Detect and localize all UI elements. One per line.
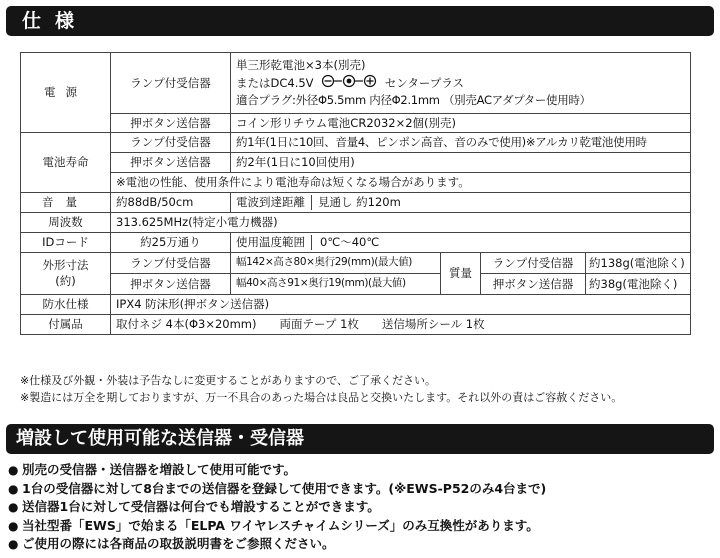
temp-value: 0℃～40℃: [320, 235, 380, 250]
power-receiver-line2-pre: またはDC4.5V: [236, 75, 314, 90]
power-label: 電源: [21, 53, 111, 133]
list-item: [8, 498, 546, 517]
range-label: 電波到達距離: [236, 195, 312, 210]
frequency-value: 313.625MHz(特定小電力機器): [111, 213, 691, 233]
accessories-value: 取付ネジ 4本(Φ3×20mm) 両面テープ 1枚 送信場所シール 1枚: [111, 315, 691, 335]
mass-sender-label: 押ボタン送信器: [481, 274, 586, 295]
bullet-text: 別売の受信器・送信器を増設して使用可能です。: [22, 462, 297, 477]
power-sender-value: コイン形リチウム電池CR2032×2個(別売): [231, 114, 691, 133]
dimensions-label-line1: 外形寸法: [42, 257, 89, 272]
waterproof-value: IPX4 防沫形(押ボタン送信器): [111, 295, 691, 315]
mass-receiver-label: ランプ付受信器: [481, 253, 586, 274]
volume-label: 音量: [21, 193, 111, 213]
spec-note: ※製造には万全を期しておりますが、万一不具合のあった場合は良品と交換いたします。それ以外の責はご容赦ください。: [20, 391, 623, 404]
power-receiver-label: ランプ付受信器: [111, 53, 231, 114]
battery-row-receiver: [21, 133, 691, 153]
spec-note: ※仕様及び外観・外装は予告なしに変更することがありますので、ご了承ください。: [20, 374, 436, 387]
battery-row-note: [21, 173, 691, 193]
accessories-row: [21, 315, 691, 335]
list-item: [8, 535, 546, 554]
dimensions-sender-value: 幅40×高さ91×奥行19(mm)(最大値): [231, 274, 441, 295]
range-cell: [231, 193, 691, 213]
id-code-row: [21, 233, 691, 253]
battery-receiver-label: ランプ付受信器: [111, 133, 231, 153]
dimensions-row-receiver: [21, 253, 691, 274]
volume-value: 約88dB/50cm: [111, 193, 231, 213]
id-code-value: 約25万通り: [111, 233, 231, 253]
center-plus-polarity-icon: [321, 74, 377, 93]
battery-receiver-value: 約1年(1日に10回、音量4、ピンポン高音、音のみで使用)※アルカリ乾電池使用時: [231, 133, 691, 153]
battery-note: ※電池の性能、使用条件により電池寿命は短くなる場合があります。: [111, 173, 691, 193]
power-row-sender: [21, 114, 691, 133]
bullet-text: 1台の受信器に対して8台までの送信器を登録して使用できます。(※EWS-P52のみ4台まで): [22, 480, 547, 496]
power-sender-label: 押ボタン送信器: [111, 114, 231, 133]
temp-label: 使用温度範囲: [236, 235, 312, 250]
range-value: 見通し 約120m: [318, 195, 401, 210]
temp-cell: [231, 233, 691, 253]
waterproof-label: 防水仕様: [21, 295, 111, 315]
battery-label: 電池寿命: [21, 133, 111, 193]
waterproof-row: [21, 295, 691, 315]
spec-notes: [20, 372, 622, 406]
frequency-label: 周波数: [21, 213, 111, 233]
bullet-icon: ●: [8, 481, 19, 496]
dimensions-row-sender: [21, 274, 691, 295]
expansion-section-title: 増設して使用可能な送信器・受信器: [6, 424, 714, 454]
bullet-icon: ●: [8, 500, 19, 514]
battery-sender-label: 押ボタン送信器: [111, 153, 231, 173]
accessories-label: 付属品: [21, 315, 111, 335]
list-item: [8, 461, 546, 480]
bullet-text: 送信器1台に対して受信器は何台でも増設することができます。: [22, 499, 380, 514]
power-row-receiver: [21, 53, 691, 114]
power-receiver-line1: 単三形乾電池×3本(別売): [236, 57, 366, 72]
volume-row: [21, 193, 691, 213]
battery-row-sender: [21, 153, 691, 173]
dimensions-receiver-value: 幅142×高さ80×奥行29(mm)(最大値): [231, 253, 441, 274]
bullet-icon: ●: [8, 518, 19, 533]
spec-section-title: 仕様: [6, 6, 714, 36]
list-item: [8, 517, 546, 536]
dimensions-label-line2: (約): [55, 273, 76, 288]
dimensions-sender-label: 押ボタン送信器: [111, 274, 231, 295]
power-receiver-line2: [236, 74, 685, 93]
mass-sender-value: 約38g(電池除く): [586, 274, 691, 295]
battery-sender-value: 約2年(1日に10回使用): [231, 153, 691, 173]
mass-label: 質量: [441, 253, 481, 295]
expansion-bullet-list: [8, 461, 546, 554]
list-item: [8, 480, 546, 499]
bullet-icon: ●: [8, 537, 19, 551]
bullet-text: ご使用の際には各商品の取扱説明書をご参照ください。: [22, 536, 335, 551]
mass-receiver-value: 約138g(電池除く): [586, 253, 691, 274]
power-receiver-value: [231, 53, 691, 114]
power-receiver-line2-post: センタープラス: [384, 75, 464, 90]
frequency-row: [21, 213, 691, 233]
spec-table: [20, 52, 691, 335]
dimensions-label: [21, 253, 111, 295]
id-code-label: IDコード: [21, 233, 111, 253]
bullet-text: 当社型番「EWS」で始まる「ELPA ワイヤレスチャイムシリーズ」のみ互換性があります。: [22, 517, 539, 533]
power-receiver-line3: 適合プラグ:外径Φ5.5mm 内径Φ2.1mm （別売ACアダプター使用時）: [236, 93, 591, 108]
bullet-icon: ●: [8, 463, 19, 477]
dimensions-receiver-label: ランプ付受信器: [111, 253, 231, 274]
